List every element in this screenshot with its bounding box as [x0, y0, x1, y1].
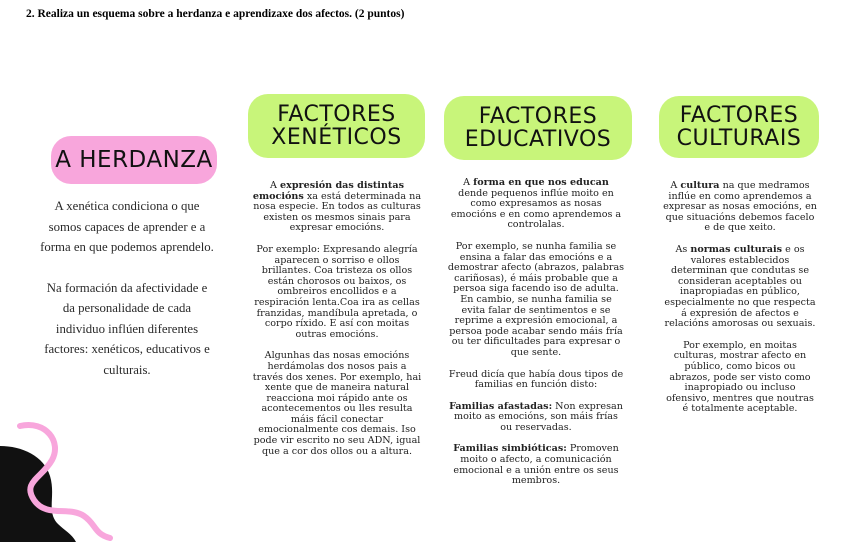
educativos-paragraph-1: A forma en que nos educan dende pequenos inflúe moito en como expresamos as nosas emocións e en como aprendemos a controlalas.: [450, 177, 622, 231]
xeneticos-title-line1: FACTORES: [277, 101, 396, 127]
culturais-paragraph-2: As normas culturais e os valores establecidos determinan que condutas se consideran aceptables ou inapropiadas en público, especialmente no que respecta á expresión de afectos e relacións amorosas ou sexuais.: [664, 243, 816, 330]
xeneticos-title: [248, 94, 425, 158]
culturais-paragraph-1: A cultura na que medramos inflúe en como aprendemos a expresar as nosas emocións, en que situacións debemos facelo e de que xeito.: [663, 180, 817, 234]
educativos-paragraph-3: Freud dicía que había dous tipos de familias en función disto:: [448, 368, 624, 391]
question-heading: 2. Realiza un esquema sobre a herdanza e aprendizaxe dos afectos. (2 puntos): [26, 8, 405, 20]
decorative-black-shape: [0, 446, 76, 542]
educativos-paragraph-4: Familias afastadas: Non expresan moito as emocións, son máis frías ou reservadas.: [449, 400, 623, 433]
xeneticos-text: [252, 181, 422, 457]
herdanza-title: [51, 136, 217, 184]
culturais-text: [663, 181, 817, 415]
herdanza-paragraph-2: Na formación da afectividade e da personalidade de cada individuo inflúen diferentes factores: xenéticos, educativos e culturais.: [44, 280, 210, 377]
culturais-title-line2: CULTURAIS: [676, 126, 802, 151]
educativos-text: [447, 178, 625, 487]
culturais-title-line1: FACTORES: [679, 102, 799, 128]
educativos-title-line1: FACTORES: [478, 103, 598, 129]
xeneticos-title-line2: XENÉTICOS: [271, 125, 402, 150]
decorative-wave-graphic: [0, 420, 120, 542]
herdanza-title-text: A HERDANZA: [55, 146, 213, 173]
culturais-title: [659, 96, 819, 158]
herdanza-paragraph-1: A xenética condiciona o que somos capaces de aprender e a forma en que podemos aprendelo.: [40, 199, 214, 254]
xeneticos-paragraph-3: Algunhas das nosas emocións herdámolas dos nosos pais a través dos xenes. Por exemplo, hai xente que de maneira natural reacciona moi rápido ante os acontecementos ou lles resulta máis fácil conectar emocionalmente cos demais. Iso pode vir escrito no seu ADN, igual que a cor dos ollos ou a altura.: [252, 350, 422, 457]
xeneticos-paragraph-1: A expresión das distintas emocións xa está determinada na nosa especie. En todos as culturas existen os mesmos sinais para expresar emocións.: [252, 180, 422, 234]
educativos-title: [444, 96, 632, 160]
educativos-paragraph-2: Por exemplo, se nunha familia se ensina a falar das emocións e a demostrar afecto (abrazos, palabras cariñosas), é máis probable que a persoa siga facendo iso de adulta. En cambio, se nunha familia se evita falar de sentimentos e se reprime a expresión emocional, a persoa pode acabar sendo máis fría ou ter dificultades para expresar o que sente.: [447, 240, 625, 358]
educativos-title-line2: EDUCATIVOS: [464, 127, 612, 152]
educativos-paragraph-5: Familias simbióticas: Promoven moito o afecto, a comunicación emocional e a unión entre os seus membros.: [453, 443, 619, 487]
culturais-paragraph-3: Por exemplo, en moitas culturas, mostrar afecto en público, como bicos ou abrazos, pode ser visto como inapropiado ou incluso ofensivo, mentres que noutras é totalmente aceptable.: [666, 339, 814, 415]
xeneticos-paragraph-2: Por exemplo: Expresando alegría aparecen o sorriso e ollos brillantes. Coa tristeza os ollos están chorosos ou baixos, os ombreiros encollidos e a respiración lenta.Coa ira as cellas franzidas, mandíbula apretada, o corpo ríxido. E así con moitas outras emocións.: [254, 243, 420, 340]
herdanza-text: [40, 196, 214, 380]
